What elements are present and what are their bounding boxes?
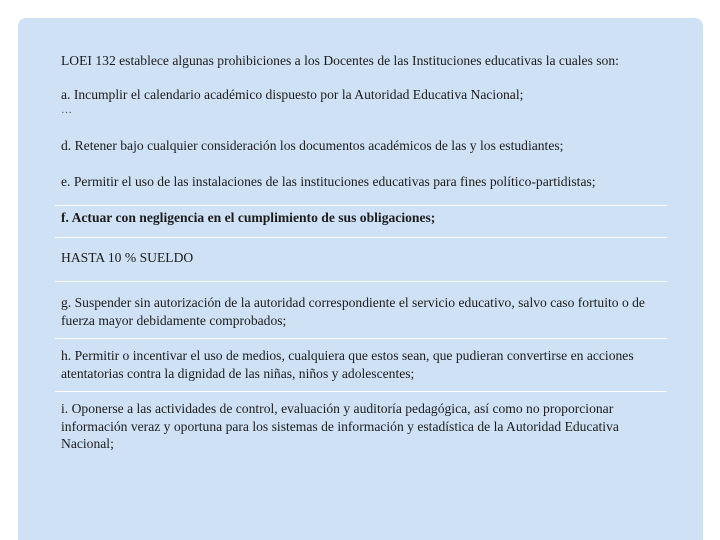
- item-e: e. Permitir el uso de las instalaciones de las instituciones educativas para fines político-partidistas;: [61, 173, 596, 189]
- item-i: i. Oponerse a las actividades de control, evaluación y auditoría pedagógica, así como no proporcionar información veraz y oportuna para los sistemas de información y estadística de la Autoridad Educativa Nacional;: [61, 401, 619, 451]
- divider: [55, 237, 667, 238]
- divider: [55, 205, 667, 206]
- item-f: f. Actuar con negligencia en el cumplimiento de sus obligaciones;: [61, 210, 436, 225]
- item-a: a. Incumplir el calendario académico dispuesto por la Autoridad Educativa Nacional;: [61, 86, 524, 102]
- slide-content: [61, 52, 661, 453]
- hasta-text: HASTA 10 % SUELDO: [61, 249, 194, 265]
- intro-text: LOEI 132 establece algunas prohibiciones a los Docentes de las Instituciones educativas la cuales son:: [61, 53, 619, 68]
- divider: [55, 391, 667, 392]
- item-d: d. Retener bajo cualquier consideración los documentos académicos de las y los estudiantes;: [61, 138, 564, 153]
- item-h: h. Permitir o incentivar el uso de medios, cualquiera que estos sean, que pudieran convertirse en acciones atentatorias contra la dignidad de las niñas, niños y adolescentes;: [61, 348, 634, 381]
- divider: [55, 338, 667, 339]
- item-g: g. Suspender sin autorización de la autoridad correspondiente el servicio educativo, salvo caso fortuito o de fuerza mayor debidamente comprobados;: [61, 295, 645, 328]
- ellipsis: …: [61, 104, 72, 116]
- divider: [55, 281, 667, 282]
